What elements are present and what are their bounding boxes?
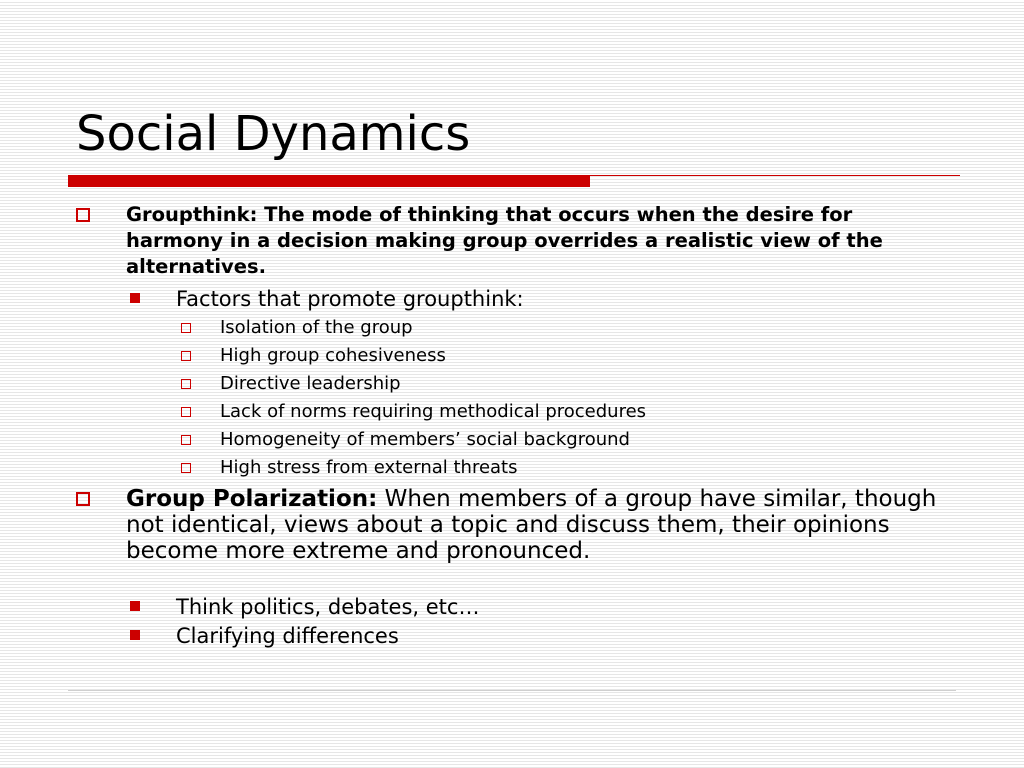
slide-title: Social Dynamics bbox=[76, 106, 471, 162]
hollow-square-bullet-icon bbox=[181, 463, 191, 473]
factor-item: High group cohesiveness bbox=[220, 345, 446, 366]
polarization-example: Clarifying differences bbox=[176, 624, 399, 648]
hollow-square-bullet-icon bbox=[181, 379, 191, 389]
groupthink-factors-heading: Factors that promote groupthink: bbox=[176, 287, 524, 311]
hollow-square-bullet-icon bbox=[181, 351, 191, 361]
group-polarization-text: When members of a group have similar, though not identical, views about a topic and discuss them, their opinions become more extreme and pronounced. bbox=[126, 486, 937, 564]
hollow-square-bullet-icon bbox=[181, 407, 191, 417]
group-polarization-term: Group Polarization: bbox=[126, 486, 378, 512]
factor-item: Isolation of the group bbox=[220, 317, 413, 338]
footer-rule bbox=[68, 690, 956, 691]
filled-square-bullet-icon bbox=[130, 293, 140, 303]
group-polarization-definition bbox=[126, 486, 946, 564]
factor-item: Homogeneity of members’ social background bbox=[220, 429, 630, 450]
hollow-square-bullet-icon bbox=[76, 208, 90, 222]
groupthink-definition: Groupthink: The mode of thinking that occurs when the desire for harmony in a decision making group overrides a realistic view of the alternatives. bbox=[126, 203, 883, 278]
factor-item: High stress from external threats bbox=[220, 457, 518, 478]
hollow-square-bullet-icon bbox=[181, 323, 191, 333]
title-underline-rule bbox=[590, 175, 960, 176]
hollow-square-bullet-icon bbox=[76, 492, 90, 506]
factor-item: Directive leadership bbox=[220, 373, 401, 394]
factor-item: Lack of norms requiring methodical procedures bbox=[220, 401, 647, 422]
filled-square-bullet-icon bbox=[130, 601, 140, 611]
filled-square-bullet-icon bbox=[130, 630, 140, 640]
title-underline-bar bbox=[68, 175, 590, 187]
hollow-square-bullet-icon bbox=[181, 435, 191, 445]
polarization-example: Think politics, debates, etc… bbox=[176, 595, 480, 619]
